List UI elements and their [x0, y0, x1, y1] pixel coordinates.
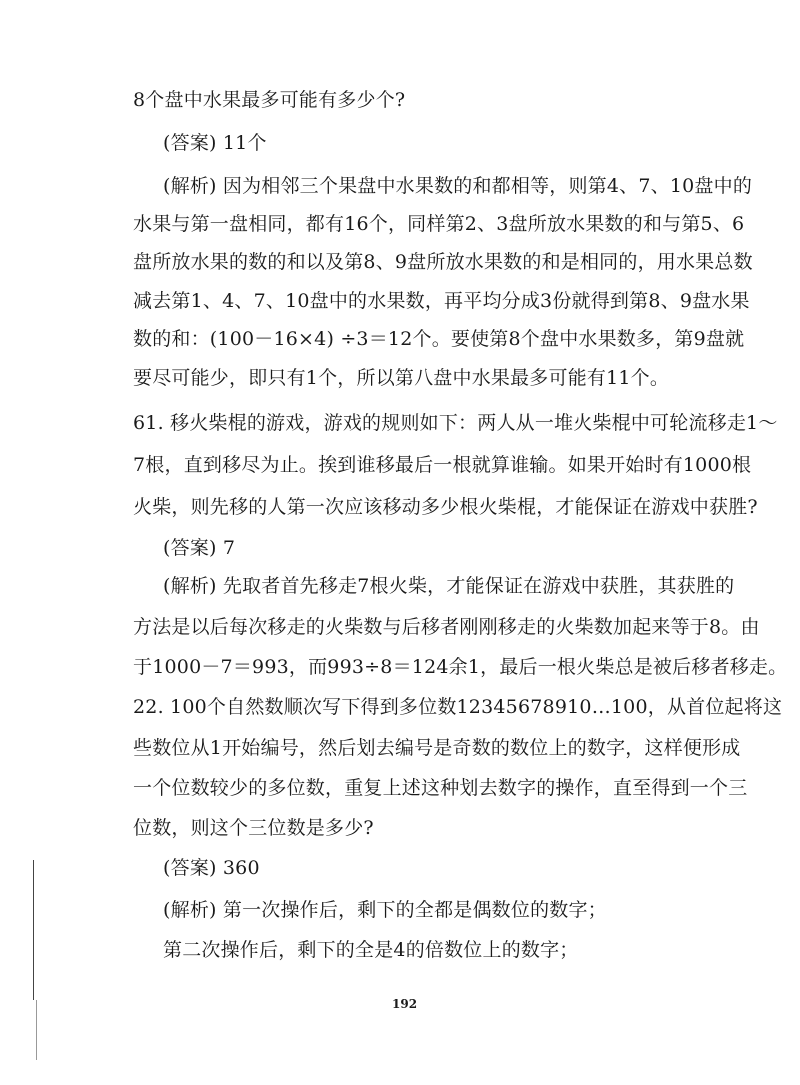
- question-61-line: 61. 移火柴棍的游戏，游戏的规则如下：两人从一堆火柴棍中可轮流移走1～: [133, 412, 778, 434]
- text-line: 第二次操作后，剩下的全是4的倍数位上的数字；: [163, 939, 579, 961]
- text-line: 要尽可能少，即只有1个，所以第八盘中水果最多可能有11个。: [133, 367, 670, 389]
- explanation-line: (解析) 先取者首先移走7根火柴，才能保证在游戏中获胜，其获胜的: [163, 575, 735, 597]
- text-line: 些数位从1开始编号，然后划去编号是奇数的数位上的数字，这样便形成: [133, 737, 741, 759]
- text-line: 减去第1、4、7、10盘中的水果数，再平均分成3份就得到第8、9盘水果: [133, 290, 750, 312]
- text-line: 8个盘中水果最多可能有多少个?: [133, 89, 406, 111]
- text-line: 水果与第一盘相同，都有16个，同样第2、3盘所放水果数的和与第5、6: [133, 213, 745, 235]
- text-line: 7根，直到移尽为止。挨到谁移最后一根就算谁输。如果开始时有1000根: [133, 454, 752, 476]
- text-line: 火柴，则先移的人第一次应该移动多少根火柴棍，才能保证在游戏中获胜?: [133, 496, 758, 518]
- text-line: 数的和：(100－16×4) ÷3＝12个。要使第8个盘中水果数多，第9盘就: [133, 328, 745, 350]
- question-22-line: 22. 100个自然数顺次写下得到多位数12345678910…100，从首位起将这: [133, 696, 783, 718]
- text-line: 一个位数较少的多位数，重复上述这种划去数字的操作，直至得到一个三: [133, 777, 748, 799]
- scan-margin-line: [33, 860, 34, 1000]
- text-line: 盘所放水果的数的和以及第8、9盘所放水果数的和是相同的，用水果总数: [133, 251, 753, 273]
- answer-line: (答案) 7: [163, 537, 236, 559]
- explanation-line: (解析) 因为相邻三个果盘中水果数的和都相等，则第4、7、10盘中的: [163, 175, 753, 197]
- scan-margin-line: [36, 1000, 37, 1060]
- text-line: 位数，则这个三位数是多少?: [133, 817, 374, 839]
- answer-line: (答案) 360: [163, 857, 260, 879]
- explanation-line: (解析) 第一次操作后，剩下的全都是偶数位的数字；: [163, 899, 607, 921]
- text-line: 方法是以后每次移走的火柴数与后移者刚刚移走的火柴数加起来等于8。由: [133, 616, 760, 638]
- page-number: 192: [392, 997, 418, 1011]
- text-line: 于1000－7＝993，而993÷8＝124余1，最后一根火柴总是被后移者移走。: [133, 656, 788, 678]
- answer-line: (答案) 11个: [163, 132, 267, 154]
